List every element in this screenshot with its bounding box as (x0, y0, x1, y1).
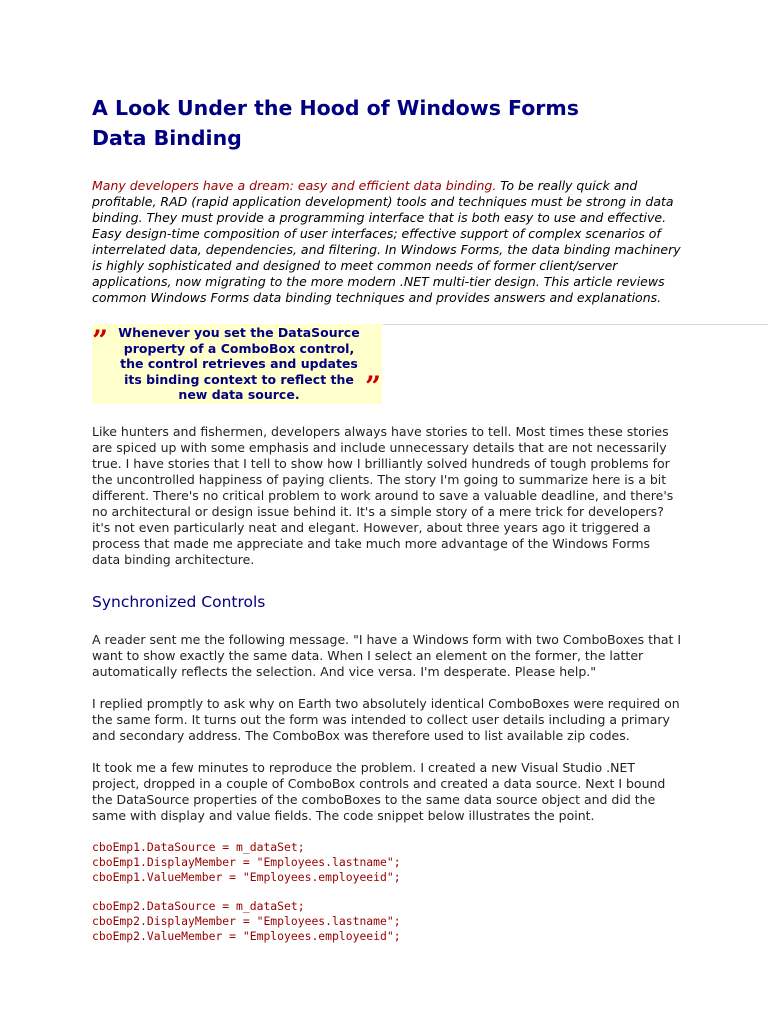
code-block-2 (92, 899, 732, 944)
pullquote-row (92, 324, 732, 406)
code-line: cboEmp2.DisplayMember = "Employees.lastname"; (92, 914, 401, 928)
section-heading: Synchronized Controls (92, 593, 266, 611)
pullquote (92, 324, 382, 404)
code-block-1 (92, 840, 732, 885)
article (92, 93, 732, 944)
page-title (92, 93, 732, 153)
pullquote-text: Whenever you set the DataSource property of a ComboBox control, the control retrieves and updates its binding context to reflect the new data source. (118, 325, 360, 403)
intro-lead: Many developers have a dream: easy and efficient data binding. (92, 178, 497, 193)
body-paragraph-3: I replied promptly to ask why on Earth two absolutely identical ComboBoxes were required on the same form. It turns out the form was intended to collect user details including a primary and secondary address. The ComboBox was therefore used to list available zip codes. (92, 696, 680, 743)
intro-paragraph (92, 178, 692, 306)
code-line: cboEmp1.DataSource = m_dataSet; (92, 840, 305, 854)
code-line: cboEmp1.DisplayMember = "Employees.lastname"; (92, 855, 401, 869)
divider (383, 324, 768, 325)
code-line: cboEmp1.ValueMember = "Employees.employeeid"; (92, 870, 401, 884)
title-line-2: Data Binding (92, 126, 242, 150)
body-paragraph-4: It took me a few minutes to reproduce the problem. I created a new Visual Studio .NET project, dropped in a couple of ComboBox controls and created a data source. Next I bound the DataSource properties of the comboBoxes to the same data source object and did the same with display and value fields. The code snippet below illustrates the point. (92, 760, 666, 823)
intro-rest: To be really quick and profitable, RAD (rapid application development) tools and techniques must be strong in data binding. They must provide a programming interface that is both easy to use and effective. Easy design-time composition of user interfaces; effective support of complex scenarios of interrelated data, dependencies, and filtering. In Windows Forms, the data binding machinery is highly sophisticated and designed to meet common needs of former client/server applications, now migrating to the more modern .NET multi-tier design. This article reviews common Windows Forms data binding techniques and provides answers and explanations. (92, 178, 681, 305)
title-line-1: A Look Under the Hood of Windows Forms (92, 96, 579, 120)
open-quote-icon: ” (92, 324, 109, 357)
code-line: cboEmp2.ValueMember = "Employees.employeeid"; (92, 929, 401, 943)
close-quote-icon: ” (365, 370, 382, 403)
body-paragraph-2: A reader sent me the following message. "I have a Windows form with two ComboBoxes that I want to show exactly the same data. When I select an element on the former, the latter automatically reflects the selection. And vice versa. I'm desperate. Please help." (92, 632, 682, 679)
body-paragraph-1: Like hunters and fishermen, developers always have stories to tell. Most times these stories are spiced up with some emphasis and include unnecessary details that are not necessarily true. I have stories that I tell to show how I brilliantly solved hundreds of tough problems for the uncontrolled happiness of paying clients. The story I'm going to summarize here is a bit different. There's no critical problem to work around to save a valuable deadline, and there's no architectural or design issue behind it. It's a simple story of a mere trick for developers?it's not even particularly neat and elegant. However, about three years ago it triggered a process that made me appreciate and take much more advantage of the Windows Forms data binding architecture. (92, 424, 674, 567)
code-line: cboEmp2.DataSource = m_dataSet; (92, 899, 305, 913)
